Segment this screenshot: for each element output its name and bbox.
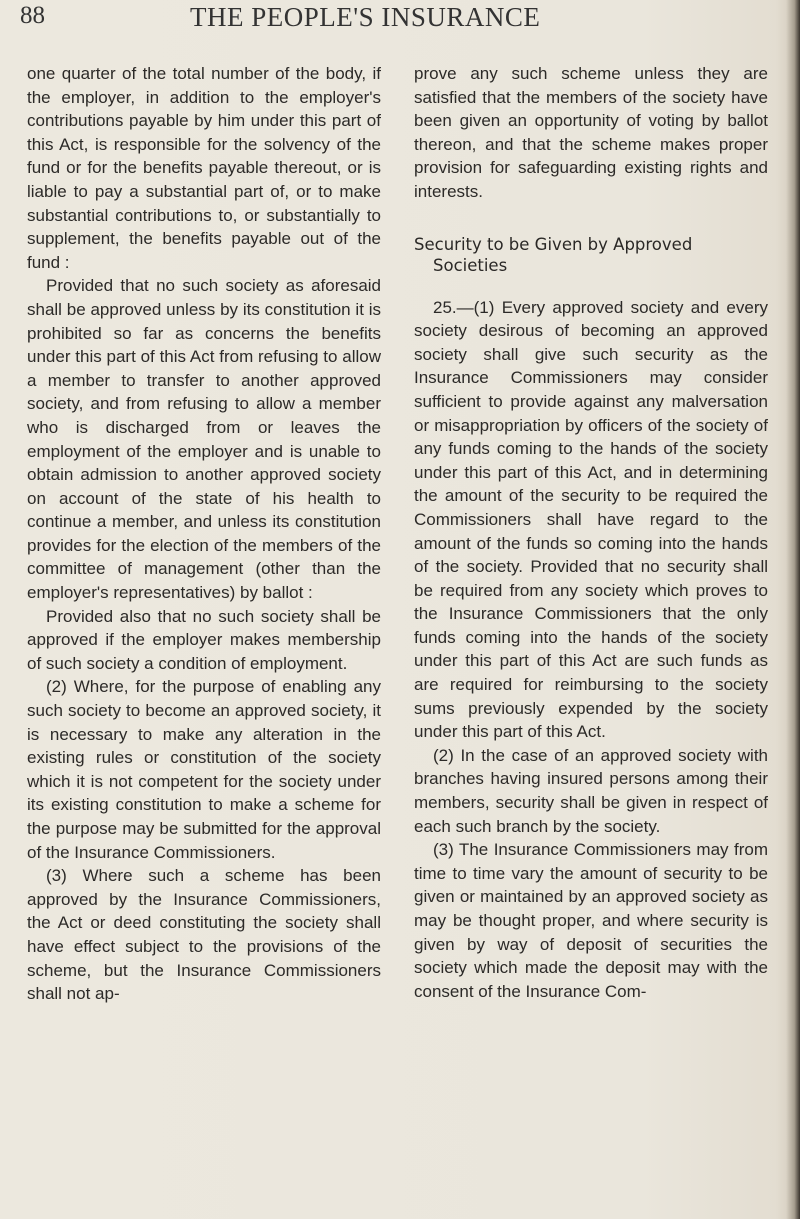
paragraph: prove any such scheme unless they are satisfied that the members of the society have been given an opportunity of voting by ballot thereon, and that the scheme makes proper provision for safeguarding existing rights and interests. <box>414 64 768 201</box>
page-number: 88 <box>20 2 45 29</box>
section-heading-line: Security to be Given by Approved <box>414 234 693 254</box>
paragraph: one quarter of the total number of the body, if the employer, in addition to the employer's contributions payable by him under this part of this Act, is responsible for the solvency of the fund or for the benefits payable thereout, or is liable to pay a substantial part of, or to make substantial contributions to, or substantially to supplement, the benefits payable out of the fund : <box>27 64 381 272</box>
page-edge-shadow <box>786 0 800 1219</box>
right-column <box>414 62 768 1003</box>
left-column <box>27 62 381 1006</box>
paragraph: (2) Where, for the purpose of enabling any such society to become an approved society, it is necessary to make any alteration in the existing rules or constitution of the society which it is not competent for the society under its existing constitution to make a scheme for the purpose may be submitted for the approval of the Insurance Commissioners. <box>27 677 381 862</box>
paragraph: (3) Where such a scheme has been approved by the Insurance Commissioners, the Act or deed constituting the society shall have effect subject to the provisions of the scheme, but the Insurance Commissioners shall not ap- <box>27 866 381 1004</box>
section-heading <box>414 234 768 276</box>
section-heading-line: Societies <box>433 255 508 275</box>
paragraph: 25.—(1) Every approved society and every society desirous of becoming an approved society shall give such security as the Insurance Commissioners may consider sufficient to provide against any malversation or misappropriation by officers of the society of any funds coming to the hands of the society under this part of this Act, and in determining the amount of the security to be required the Commissioners shall have regard to the amount of the funds so coming into the hands of the society. Provided that no security shall be required from any society which proves to the Insurance Commissioners that the only funds coming into the hands of the society under this part of this Act are such funds as are required for reimbursing to the society sums previously expended by the society under this part of this Act. <box>414 297 768 742</box>
running-head: THE PEOPLE'S INSURANCE <box>190 2 541 32</box>
paragraph: Provided also that no such society shall be approved if the employer makes membership of such society a condition of employment. <box>27 606 381 673</box>
paragraph: Provided that no such society as aforesaid shall be approved unless by its constitution it is prohibited so far as concerns the benefits under this part of this Act from refusing to allow a member to transfer to another approved society, and from refusing to allow a member who is discharged from or leaves the employment of the employer and is unable to obtain admission to another approved society on account of the state of his health to continue a member, and unless its constitution provides for the election of the members of the committee of management (other than the employer's representatives) by ballot : <box>27 276 381 603</box>
paragraph: (2) In the case of an approved society with branches having insured persons among their members, security shall be given in respect of each such branch by the society. <box>414 745 768 836</box>
paragraph: (3) The Insurance Commissioners may from time to time vary the amount of security to be given or maintained by an approved society as may be thought proper, and where security is given by way of deposit of securities the society which made the deposit may with the consent of the Insurance Com- <box>414 840 768 1001</box>
